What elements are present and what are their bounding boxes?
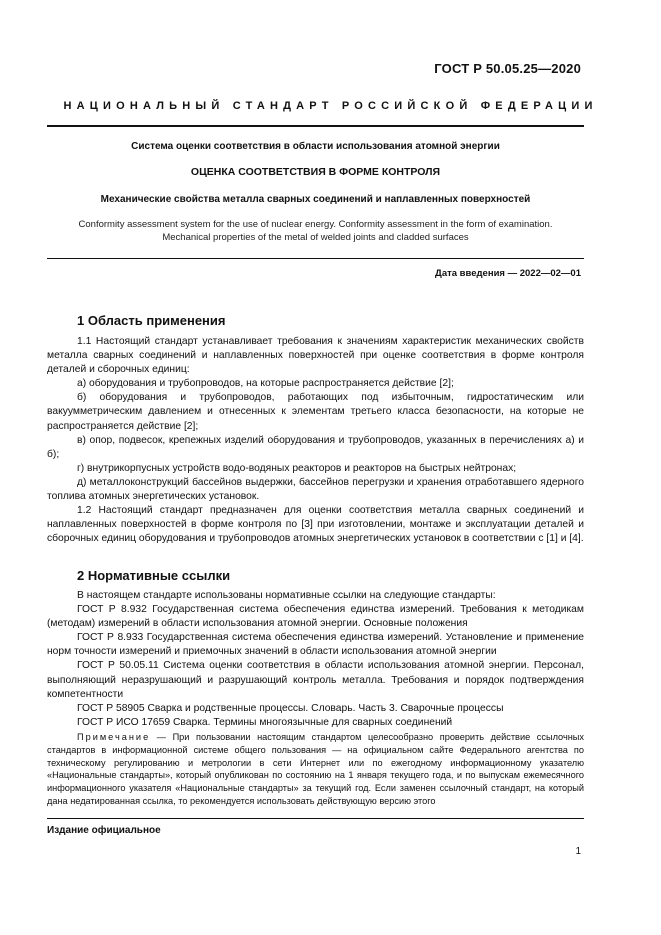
note-text: — При пользовании настоящим стандартом целесообразно проверить действие ссылочных стандартов в информационной системе общего пользования — на официальном сайте Федерального агентства по техническому регулированию и метрологии в сети Интернет или по ежегодному информационному указателю «Национальные стандарты», который опубликован по состоянию на 1 января текущего года, и по выпускам ежемесячного информационного указателя «Национальные стандарты» за текущий год. Если заменен ссылочный стандарт, на который дана недатированная ссылка, то рекомендуется использовать действующую версию этого — [47, 732, 584, 806]
official-edition: Издание официальное — [47, 825, 161, 836]
note — [47, 731, 584, 808]
reference-item: ГОСТ Р 58905 Сварка и родственные процессы. Словарь. Часть 3. Сварочные процессы — [77, 702, 504, 714]
list-item: в) опор, подвесок, крепежных изделий оборудования и трубопроводов, указанных в перечислениях а) и б); — [47, 434, 584, 460]
footer-divider — [47, 818, 584, 819]
list-item: а) оборудования и трубопроводов, на которые распространяется действие [2]; — [77, 378, 454, 390]
list-item: г) внутрикорпусных устройств водо-водяных реакторов и реакторов на быстрых нейтронах; — [77, 462, 517, 474]
national-standard-banner: НАЦИОНАЛЬНЫЙ СТАНДАРТ РОССИЙСКОЙ ФЕДЕРАЦИИ — [63, 100, 598, 112]
list-item: б) оборудования и трубопроводов, работающих под избыточным, гидростатическим или вакуумметрическим давлением и отнесенных к элементам третьего класса безопасности, на которые не распространяется действие [2]; — [47, 392, 584, 432]
reference-item: ГОСТ Р 50.05.11 Система оценки соответствия в области использования атомной энергии. Персонал, выполняющий неразрушающий и разрушающий контроль металла. Требования и порядок подтверждения компетентности — [47, 660, 584, 700]
top-divider — [47, 125, 584, 127]
english-title-line-2: Mechanical properties of the metal of welded joints and cladded surfaces — [162, 231, 469, 243]
list-item: д) металлоконструкций бассейнов выдержки, бассейнов перегрузки и хранения отработавшего ядерного топлива атомных энергетических установок. — [47, 476, 584, 503]
reference-item: ГОСТ Р ИСО 17659 Сварка. Термины многоязычные для сварных соединений — [77, 716, 453, 728]
sub-title: Механические свойства металла сварных соединений и наплавленных поверхностей — [100, 194, 531, 205]
section-2-body — [47, 589, 584, 730]
section-2-heading: 2 Нормативные ссылки — [77, 568, 231, 583]
document-code: ГОСТ Р 50.05.25—2020 — [434, 61, 581, 76]
introduction-date: Дата введения — 2022—02—01 — [435, 268, 581, 279]
page-number: 1 — [575, 846, 581, 857]
system-title: Система оценки соответствия в области использования атомной энергии — [131, 141, 500, 152]
section-1-body — [47, 335, 584, 546]
paragraph: 1.2 Настоящий стандарт предназначен для оценки соответствия металла сварных соединений и наплавленных поверхностей в форме контроля по [3] при изготовлении, монтаже и эксплуатации деталей и сборочных единиц оборудования и трубопроводов атомных энергетических установок в соответствии с [1] и [4]. — [47, 505, 584, 545]
main-title: ОЦЕНКА СООТВЕТСТВИЯ В ФОРМЕ КОНТРОЛЯ — [190, 166, 441, 178]
reference-item: ГОСТ Р 8.933 Государственная система обеспечения единства измерений. Установление и применение норм точности измерений и приемочных значений в области использования атомной энергии — [47, 632, 584, 658]
reference-item: ГОСТ Р 8.932 Государственная система обеспечения единства измерений. Требования к методикам (методам) измерений в области использования атомной энергии. Основные положения — [47, 604, 584, 630]
english-title — [47, 219, 584, 244]
english-title-line-1: Conformity assessment system for the use of nuclear energy. Conformity assessment in the form of examination. — [78, 219, 553, 230]
paragraph: В настоящем стандарте использованы нормативные ссылки на следующие стандарты: — [77, 590, 496, 601]
section-1-heading: 1 Область применения — [77, 313, 226, 328]
paragraph: 1.1 Настоящий стандарт устанавливает требования к значениям характеристик механических свойств металла сварных соединений и наплавленных поверхностей при оценке соответствия в форме контроля деталей и сборочных единиц: — [47, 336, 584, 376]
title-divider — [47, 258, 584, 259]
note-label: Примечание — [77, 732, 151, 742]
